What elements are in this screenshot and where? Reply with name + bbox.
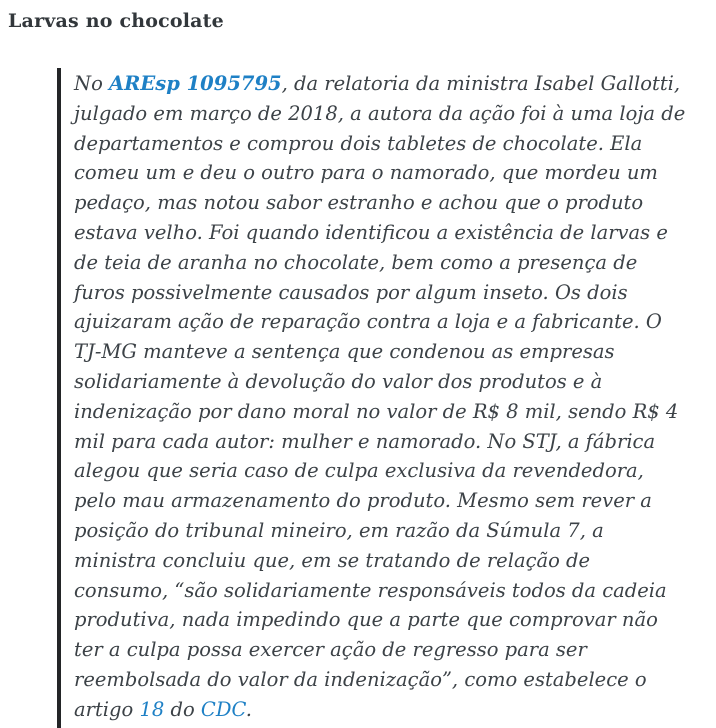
quote-paragraph xyxy=(74,69,686,725)
artigo-18-link[interactable]: 18 xyxy=(139,697,165,721)
quote-text: . xyxy=(245,697,252,721)
cdc-link[interactable]: CDC xyxy=(200,697,246,721)
quote-text: do xyxy=(164,697,201,721)
quote-text: , da relatoria da ministra Isabel Gallotti, julgado em março de 2018, a autora da ação foi à uma loja de departamentos e comprou dois tabletes de chocolate. Ela comeu um e deu o outro para o namorado, que mordeu um pedaço, mas notou sabor estranho e achou que o produto estava velho. Foi quando identificou a existência de larvas e de teia de aranha no chocolate, bem como a presença de furos possivelmente causados por algum inseto. Os dois ajuizaram ação de reparação contra a loja e a fabricante. O TJ-MG manteve a sentença que condenou as empresas solidariamente à devolução do valor dos produtos e à indenização por dano moral no valor de R$ 8 mil, sendo R$ 4 mil para cada autor: mulher e namorado. No STJ, a fábrica alegou que seria caso de culpa exclusiva da revendedora, pelo mau armazenamento do produto. Mesmo sem rever a posição do tribunal mineiro, em razão da Súmula 7, a ministra concluiu que, em se tratando de relação de consumo, “são solidariamente responsáveis todos da cadeia produtiva, nada impedindo que a parte que comprovar não ter a culpa possa exercer ação de regresso para ser reembolsada do valor da indenização”, como estabelece o artigo xyxy=(74,72,686,721)
page-title: Larvas no chocolate xyxy=(8,10,224,32)
quote-text: No xyxy=(74,72,110,95)
case-quote xyxy=(57,68,688,728)
aresp-1095795-link[interactable]: AREsp 1095795 xyxy=(109,72,282,95)
